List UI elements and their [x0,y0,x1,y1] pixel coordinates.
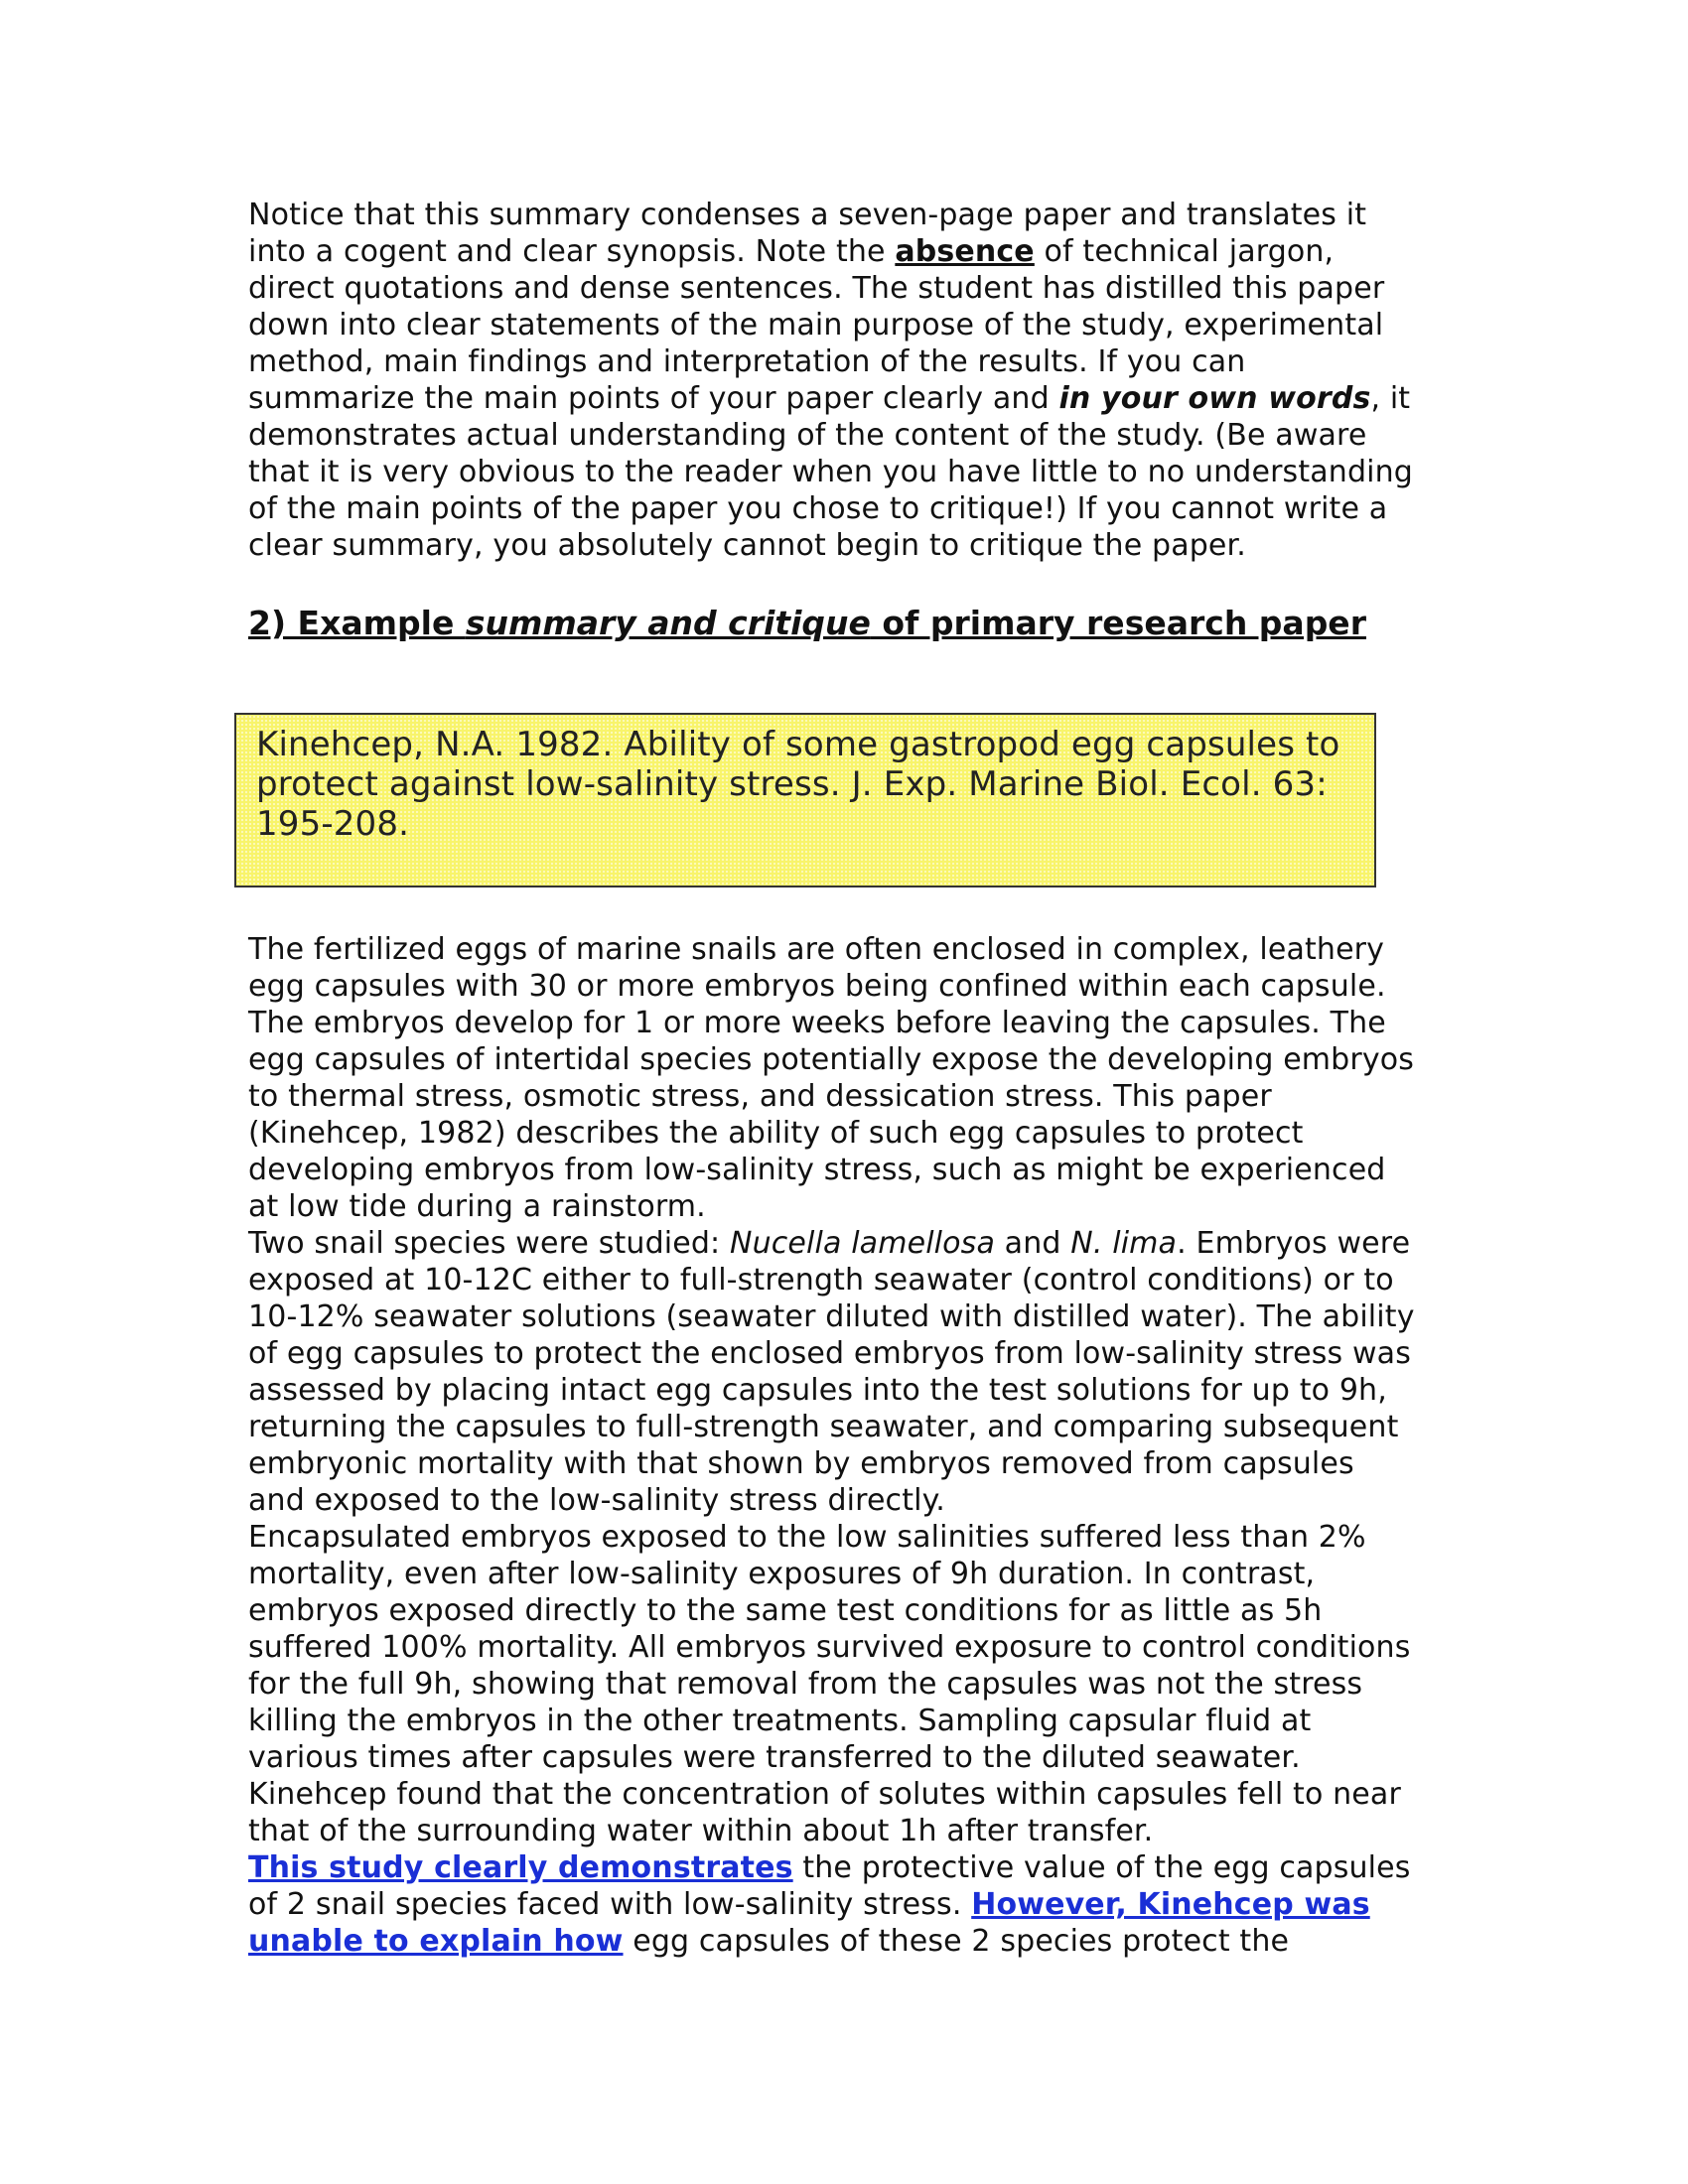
study-demonstrates-link[interactable]: This study clearly demonstrates [248,1850,793,1885]
heading-prefix: 2) Example [248,604,466,642]
p2-and: and [994,1226,1071,1261]
p2-text-a: Two snail species were studied: [248,1226,730,1261]
species-name-2: N. lima [1070,1226,1178,1261]
p4-text-b: egg capsules of these 2 species protect the [623,1924,1290,1959]
absence-emphasis: absence [895,234,1035,269]
citation-text: Kinehcep, N.A. 1982. Ability of some gastropod egg capsules to protect against low-salinity stress. J. Exp. Marine Biol. Ecol. 63: 195-208. [256,725,1340,844]
intro-text-2: of technical jargon, direct quotations and dense sentences. The student has distilled this paper down into clear statements of the main purpose of the study, experimental method, main findings and interpretation of the results. If you can summarize the main points of your paper clearly and [248,234,1385,416]
unable-to-explain-link[interactable]: However, Kinehcep was unable to explain how [248,1887,1370,1959]
species-name-1: Nucella lamellosa [730,1226,995,1261]
summary-paragraph-1: The fertilized eggs of marine snails are often enclosed in complex, leathery egg capsules with 30 or more embryos being confined within each capsule. The embryos develop for 1 or more weeks before leaving the capsules. The egg capsules of intertidal species potentially expose the developing embryos to thermal stress, osmotic stress, and dessication stress. This paper (Kinehcep, 1982) describes the ability of such egg capsules to protect developing embryos from low-salinity stress, such as might be experienced at low tide during a rainstorm. [248,932,1415,1224]
summary-paragraph-4 [248,1849,1420,1960]
section-heading [248,604,1420,643]
summary-paragraph-3: Encapsulated embryos exposed to the low salinities suffered less than 2% mortality, even after low-salinity exposures of 9h duration. In contrast, embryos exposed directly to the same test conditions for as little as 5h suffered 100% mortality. All embryos survived exposure to control conditions for the full 9h, showing that removal from the capsules was not the stress killing the embryos in the other treatments. Sampling capsular fluid at various times after capsules were transferred to the diluted seawater. Kinehcep found that the concentration of solutes within capsules fell to near that of the surrounding water within about 1h after transfer. [248,1520,1411,1848]
p4-text-a: the protective value of the egg capsules of 2 snail species faced with low-salinity stress. [248,1850,1411,1922]
intro-text-1: Notice that this summary condenses a seven-page paper and translates it into a cogent and clear synopsis. Note the [248,198,1367,269]
citation-box [234,713,1376,887]
document-page [248,197,1420,1960]
heading-italic: summary and critique [465,604,871,642]
summary-body [248,931,1420,1960]
intro-paragraph [248,197,1420,564]
intro-text-3: , it demonstrates actual understanding of the content of the study. (Be aware that it is very obvious to the reader when you have little to no understanding of the main points of the paper you chose to critique!) If you cannot write a clear summary, you absolutely cannot begin to critique the paper. [248,381,1413,563]
own-words-emphasis: in your own words [1058,381,1371,416]
summary-paragraph-2 [248,1225,1420,1519]
p2-text-b: . Embryos were exposed at 10-12C either to full-strength seawater (control conditions) or to 10-12% seawater solutions (seawater diluted with distilled water). The ability of egg capsules to protect the enclosed embryos from low-salinity stress was assessed by placing intact egg capsules into the test solutions for up to 9h, returning the capsules to full-strength seawater, and comparing subsequent embryonic mortality with that shown by embryos removed from capsules and exposed to the low-salinity stress directly. [248,1226,1415,1518]
heading-suffix: of primary research paper [870,604,1366,642]
